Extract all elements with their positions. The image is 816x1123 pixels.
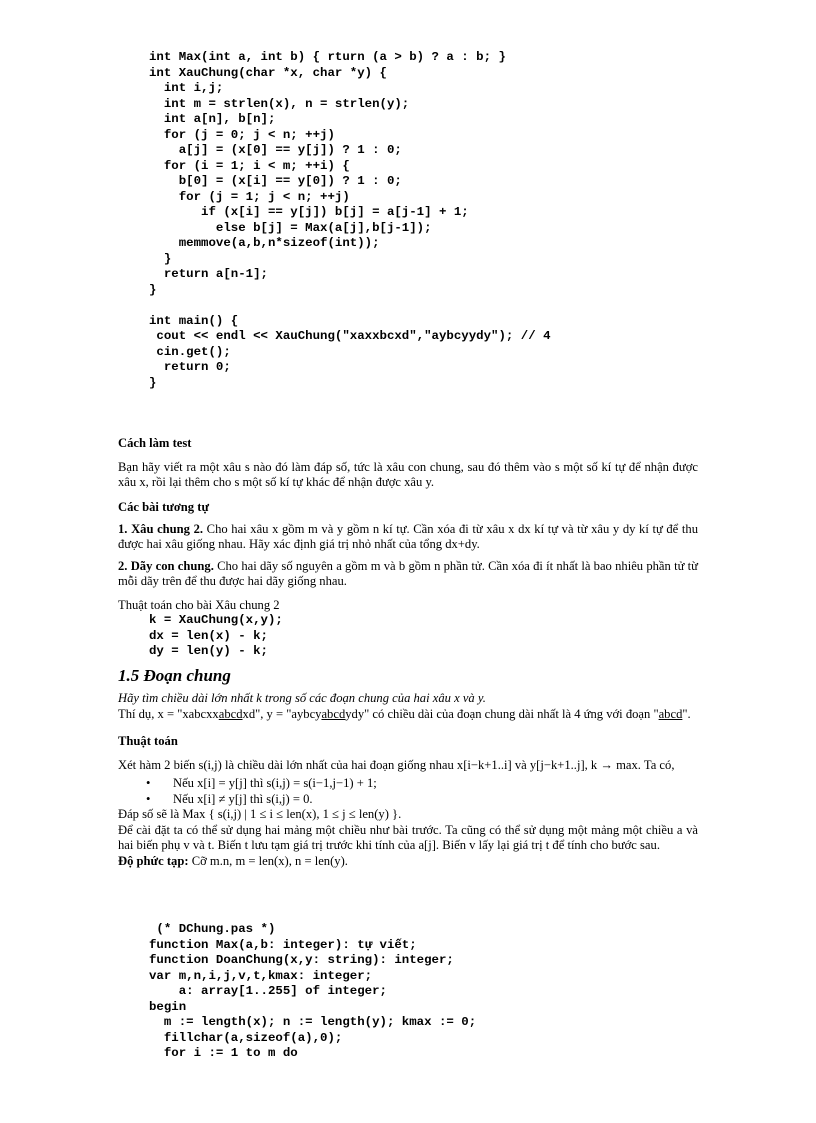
example-text: Thí dụ, x = "xabcxx: [118, 706, 219, 721]
code-line: a[j] = (x[0] == y[j]) ? 1 : 0;: [149, 143, 402, 157]
code-line: dy = len(y) - k;: [149, 644, 268, 658]
code-line: }: [149, 251, 172, 266]
code-line: for (j = 0; j < n; ++j): [149, 127, 335, 142]
algo-xauchung2-intro: Thuật toán cho bài Xâu chung 2: [118, 597, 280, 612]
similar-item-2-text: Cho hai dãy số nguyên a gồm m và b gồm n phần tử. Cần xóa đi ít nhất là bao nhiêu phần tử từ mỗi dãy trên để thu được hai dãy giống nhau.: [118, 558, 698, 588]
code-line: var m,n,i,j,v,t,kmax: integer;: [149, 968, 373, 983]
code-line: fillchar(a,sizeof(a),0);: [149, 1030, 343, 1045]
test-heading: Cách làm test: [118, 436, 192, 450]
code-line: if (x[i] == y[j]) b[j] = a[j-1] + 1;: [149, 205, 469, 219]
example-underlined: abcd: [658, 706, 683, 721]
code-line: for (j = 1; j < n; ++j): [149, 189, 350, 204]
code-line: begin: [149, 999, 187, 1014]
code-line: int i,j;: [149, 81, 224, 95]
code-line: int XauChung(char *x, char *y) {: [149, 65, 387, 80]
bullet-text: Nếu x[i] = y[j] thì s(i,j) = s(i−1,j−1) + 1;: [173, 776, 377, 790]
code-line: int Max(int a, int b) { rturn (a > b) ? a : b; }: [149, 50, 506, 64]
algo-heading: Thuật toán: [118, 734, 178, 748]
code-line: (* DChung.pas *): [149, 922, 276, 936]
code-line: memmove(a,b,n*sizeof(int));: [149, 236, 380, 250]
code-line: function DoanChung(x,y: string): integer;: [149, 953, 454, 967]
code-line: return a[n-1];: [149, 267, 268, 281]
code-line: [149, 298, 551, 314]
code-block-dchung: [149, 922, 476, 1062]
list-item: [118, 776, 698, 792]
algo-paragraph-1: Xét hàm 2 biến s(i,j) là chiều dài lớn nhất của hai đoạn giống nhau x[i−k+1..i] và y[j−k+1..j], k → max. Ta có,: [118, 757, 675, 772]
code-line: int m = strlen(x), n = strlen(y);: [149, 96, 410, 111]
bullet-icon: •: [146, 791, 151, 806]
code-line: cout << endl << XauChung("xaxxbcxd","aybcyydy"); // 4: [149, 329, 551, 343]
code-line: for (i = 1; i < m; ++i) {: [149, 158, 350, 173]
code-line: b[0] = (x[i] == y[0]) ? 1 : 0;: [149, 174, 402, 188]
example-text: ".: [682, 706, 691, 721]
list-item: [118, 792, 698, 808]
algo-answer: Đáp số sẽ là Max { s(i,j) | 1 ≤ i ≤ len(x), 1 ≤ j ≤ len(y) }.: [118, 807, 402, 821]
similar-item-2-title: 2. Dãy con chung.: [118, 558, 214, 573]
code-line: return 0;: [149, 360, 231, 374]
code-line: }: [149, 375, 157, 390]
code-block-xauchung: [149, 50, 551, 391]
code-line: k = XauChung(x,y);: [149, 613, 283, 627]
similar-item-1: [118, 522, 698, 553]
code-line: for i := 1 to m do: [149, 1046, 298, 1060]
similar-section: [118, 500, 698, 613]
code-line: a: array[1..255] of integer;: [149, 984, 387, 998]
code-block-xauchung2: [149, 613, 283, 660]
test-paragraph: Bạn hãy viết ra một xâu s nào đó làm đáp số, tức là xâu con chung, sau đó thêm vào s một số kí tự để nhận được xâu x, rồi lại thêm cho s một số kí tự khác để nhận được xâu y.: [118, 459, 698, 489]
code-line: else b[j] = Max(a[j],b[j-1]);: [149, 220, 432, 235]
example-underlined: abcd: [321, 706, 346, 721]
code-line: cin.get();: [149, 344, 231, 359]
similar-item-1-title: 1. Xâu chung 2.: [118, 521, 204, 536]
code-line: dx = len(x) - k;: [149, 628, 268, 643]
complexity: [118, 854, 698, 870]
example-text: xd", y = "aybcy: [242, 706, 322, 721]
complexity-label: Độ phức tạp:: [118, 853, 189, 868]
complexity-text: Cỡ m.n, m = len(x), n = len(y).: [188, 853, 348, 868]
similar-heading: Các bài tương tự: [118, 500, 210, 514]
example-paragraph: [118, 707, 698, 723]
code-line: int a[n], b[n];: [149, 112, 276, 126]
code-line: }: [149, 282, 157, 297]
example-underlined: abcd: [218, 706, 243, 721]
bullet-text: Nếu x[i] ≠ y[j] thì s(i,j) = 0.: [173, 791, 313, 806]
similar-item-1-text: Cho hai xâu x gồm m và y gồm n kí tự. Cần xóa đi từ xâu x dx kí tự và từ xâu y dy kí tự để thu được hai xâu giống nhau. Hãy xác định giá trị nhỏ nhất của tổng dx+dy.: [118, 521, 698, 551]
test-section: [118, 436, 698, 491]
section-title: 1.5 Đoạn chung: [118, 666, 231, 685]
bullet-icon: •: [146, 776, 151, 790]
algo-paragraph-2: Để cài đặt ta có thể sử dụng hai mảng một chiều như bài trước. Ta cũng có thể sử dụng một mảng một chiều a và hai biến phụ v và t. Biến t lưu tạm giá trị trước khi tính của a[j]. Biến v lấy lại giá trị t để tính cho bước sau.: [118, 822, 698, 852]
algo-bullets: [118, 776, 698, 807]
problem-statement: Hãy tìm chiều dài lớn nhất k trong số các đoạn chung của hai xâu x và y.: [118, 691, 486, 705]
code-line: int main() {: [149, 313, 239, 328]
code-line: function Max(a,b: integer): tự viết;: [149, 937, 417, 952]
similar-item-2: [118, 559, 698, 590]
doanchung-section: [118, 691, 698, 869]
code-line: m := length(x); n := length(y); kmax := 0;: [149, 1015, 477, 1029]
example-text: ydy" có chiều dài của đoạn chung dài nhất là 4 ứng với đoạn ": [345, 706, 659, 721]
